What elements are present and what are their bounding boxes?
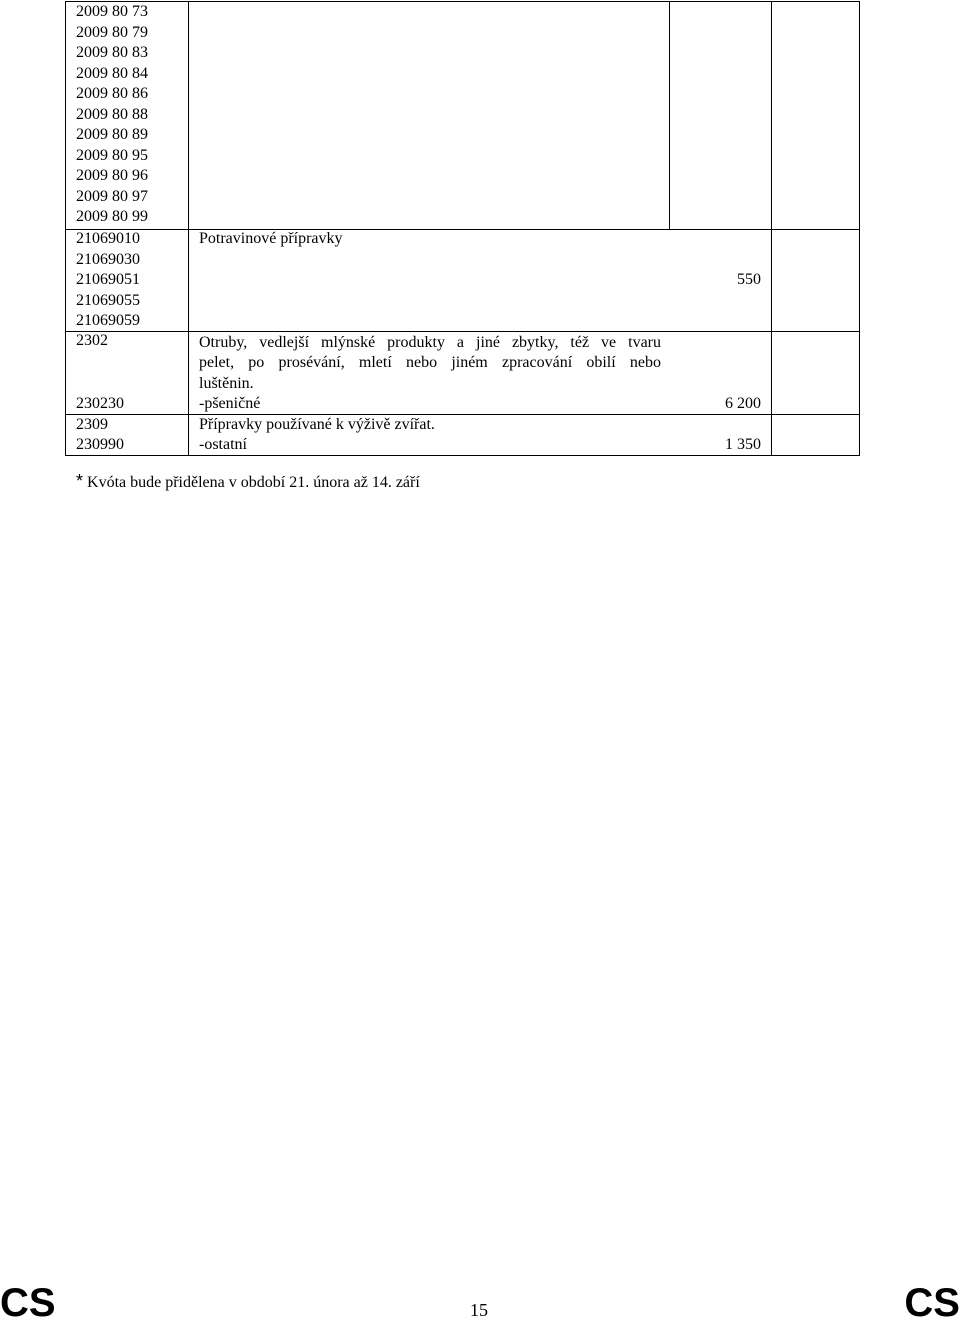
language-label-left: CS: [0, 1281, 56, 1325]
footnote: [76, 471, 420, 494]
sub-description: -pšeničné: [199, 395, 261, 412]
tariff-code: 21069010: [76, 230, 140, 247]
table-border-right: [859, 1, 860, 456]
page-number: 15: [470, 1300, 488, 1320]
tariff-code: 2009 80 96: [76, 167, 148, 184]
tariff-code: 2009 80 79: [76, 23, 148, 41]
tariff-code: 21069055: [76, 291, 140, 309]
heading-code: 2309: [76, 416, 108, 433]
sub-code: 230990: [76, 436, 124, 453]
tariff-code: 2009 80 95: [76, 146, 148, 164]
product-description: Potravinové přípravky: [199, 230, 343, 247]
tariff-code: 2009 80 86: [76, 85, 148, 102]
tariff-code: 21069059: [76, 312, 140, 329]
tariff-code: 2009 80 73: [76, 3, 148, 20]
quota-quantity: 6 200: [725, 395, 761, 412]
tariff-code: 2009 80 83: [76, 44, 148, 61]
tariff-code: 2009 80 88: [76, 105, 148, 123]
heading-description-line: Otruby, vedlejší mlýnské produkty a jiné zbytky, též ve tvaru: [199, 334, 661, 351]
tariff-code: 21069051: [76, 271, 140, 288]
heading-code: 2302: [76, 332, 108, 349]
quota-quantity: 550: [737, 271, 761, 288]
column-divider: [669, 1, 670, 229]
table-border-top: [65, 1, 860, 2]
heading-description-line: luštěnin.: [199, 375, 254, 392]
column-divider: [188, 1, 189, 456]
footnote-text: Kvóta bude přidělena v období 21. února až 14. září: [87, 474, 420, 491]
tariff-code: 2009 80 89: [76, 126, 148, 143]
row-divider: [65, 331, 860, 332]
quota-table: [65, 1, 860, 456]
tariff-code: 2009 80 97: [76, 187, 148, 205]
heading-description: Přípravky používané k výživě zvířat.: [199, 416, 435, 433]
row-divider: [65, 229, 860, 230]
language-label-right: CS: [904, 1281, 960, 1325]
footnote-marker: *: [76, 471, 84, 491]
tariff-code: 21069030: [76, 250, 140, 268]
quota-quantity: 1 350: [725, 436, 761, 453]
sub-code: 230230: [76, 395, 124, 412]
heading-description-line: pelet, po prosévání, mletí nebo jiném zpracování obilí nebo: [199, 354, 661, 371]
column-divider: [771, 1, 772, 456]
column-divider: [65, 1, 66, 456]
sub-description: -ostatní: [199, 436, 247, 453]
tariff-code: 2009 80 84: [76, 64, 148, 82]
tariff-code: 2009 80 99: [76, 208, 148, 225]
